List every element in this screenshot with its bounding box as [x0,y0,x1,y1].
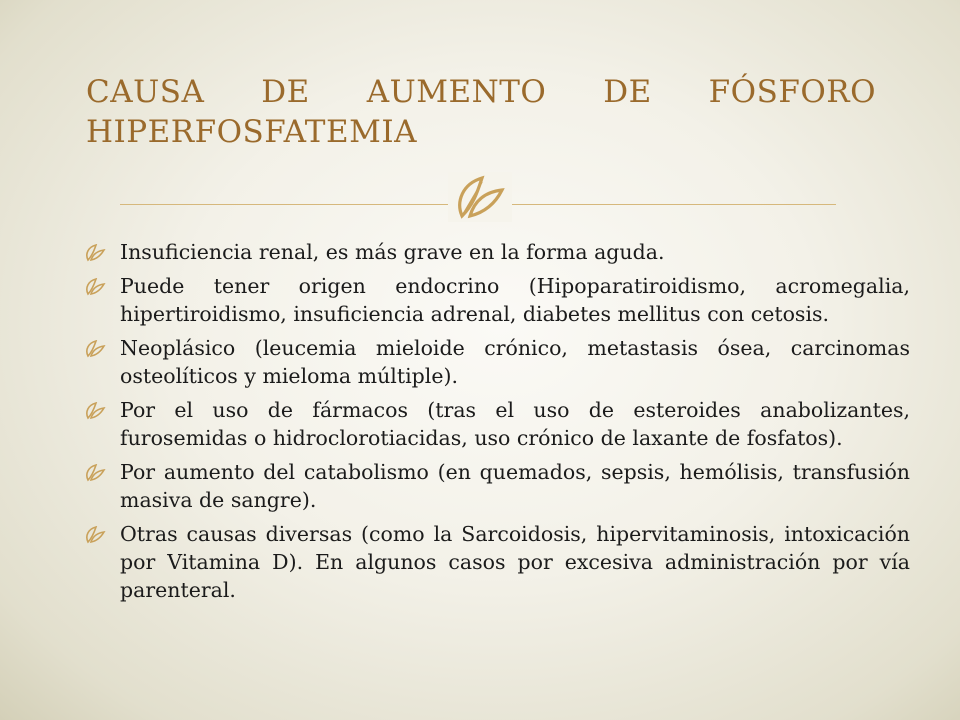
list-item [84,334,910,390]
leaf-bullet-icon [84,244,106,262]
list-item [84,272,910,328]
bullet-text: Otras causas diversas (como la Sarcoidosis, hipervitaminosis, intoxicación por Vitamina D). En algunos casos por excesiva administración por vía parenteral. [120,522,910,602]
title-line-2: HIPERFOSFATEMIA [86,114,417,150]
list-item [84,238,910,266]
list-item [84,520,910,604]
list-item [84,458,910,514]
leaf-bullet-icon [84,464,106,482]
bullet-text: Por el uso de fármacos (tras el uso de esteroides anabolizantes, furosemidas o hidroclorotiacidas, uso crónico de laxante de fosfatos). [120,398,910,450]
bullet-text: Puede tener origen endocrino (Hipoparatiroidismo, acromegalia, hipertiroidismo, insuficiencia adrenal, diabetes mellitus con cetosis. [120,274,910,326]
leaf-bullet-icon [84,340,106,358]
leaf-bullet-icon [84,402,106,420]
slide-title [86,72,876,152]
leaf-bullet-icon [84,526,106,544]
bullet-text: Insuficiencia renal, es más grave en la forma aguda. [120,240,665,264]
leaf-ornament-icon [448,172,512,222]
title-line-1: CAUSA DE AUMENTO DE FÓSFORO [86,74,876,110]
bullet-text: Neoplásico (leucemia mieloide crónico, metastasis ósea, carcinomas osteolíticos y mieloma múltiple). [120,336,910,388]
bullet-text: Por aumento del catabolismo (en quemados, sepsis, hemólisis, transfusión masiva de sangre). [120,460,910,512]
leaf-bullet-icon [84,278,106,296]
bullet-list [84,238,910,610]
list-item [84,396,910,452]
